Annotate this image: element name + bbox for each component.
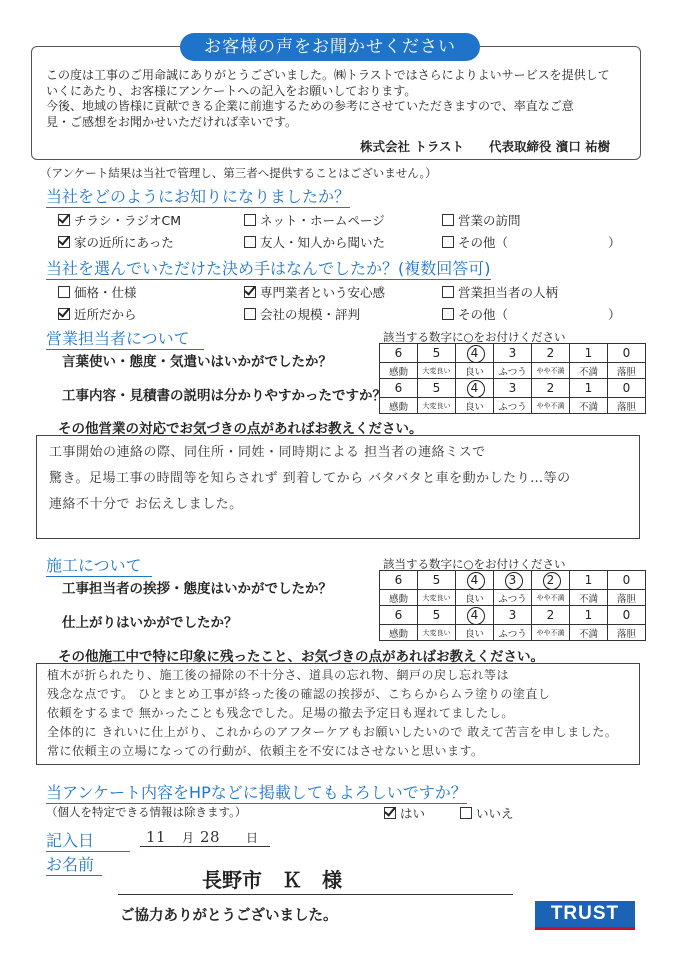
sales-comment	[37, 436, 639, 522]
privacy-note: （アンケート結果は当社で管理し、第三者へ提供することはございません。）	[40, 166, 437, 180]
q1-option[interactable]: 営業の訪問	[442, 211, 521, 229]
checkbox[interactable]	[460, 807, 472, 819]
month-unit: 月	[182, 831, 195, 845]
rating-label: やや不満	[532, 363, 570, 379]
sales-comment-prompt: その他営業の対応でお気づきの点があればお教えください。	[58, 421, 423, 437]
checkbox[interactable]	[442, 308, 454, 320]
q1-option[interactable]: その他（ ）	[442, 233, 621, 251]
comment-line: 連絡不十分で お伝えしました。	[49, 497, 243, 512]
q1-option[interactable]: チラシ・ラジオCM	[58, 211, 181, 229]
rating-label: 良い	[456, 398, 494, 414]
q2-option[interactable]: 専門業者という安心感	[244, 283, 385, 301]
rating-label: 不満	[570, 363, 608, 379]
rating-option[interactable]: 6	[380, 571, 418, 590]
checkbox[interactable]	[244, 236, 256, 248]
rating-option[interactable]: 2	[532, 344, 570, 363]
q1-option[interactable]: 友人・知人から聞いた	[244, 233, 385, 251]
rating-label: ふつう	[494, 363, 532, 379]
q-construction-finish: 仕上がりはいかがでしたか？	[62, 615, 238, 631]
q1-option[interactable]: 家の近所にあった	[58, 233, 174, 251]
comment-line: 工事開始の連絡の際、同住所・同姓・同時期による 担当者の連絡ミスで	[49, 445, 486, 460]
rating-label: 不満	[570, 625, 608, 641]
rating-option[interactable]: 4	[456, 571, 494, 590]
rating-scale-construction	[379, 570, 646, 641]
trust-logo: TRUST	[535, 901, 635, 927]
rating-option[interactable]: 3	[494, 571, 532, 590]
q-sales-explain: 工事内容・見積書の説明は分かりやすかったですか？	[62, 388, 386, 404]
rating-label: 落胆	[608, 398, 646, 414]
scale-rows	[380, 344, 646, 414]
rating-option[interactable]: 3	[494, 606, 532, 625]
day-unit: 日	[246, 831, 259, 845]
q-sales-manner: 言葉使い・態度・気遣いはいかがでしたか？	[62, 354, 332, 370]
comment-line: 植木が折られたり、施工後の掃除の不十分さ、道具の忘れ物、網戸の戻し忘れ等は	[47, 668, 510, 682]
checkbox[interactable]	[442, 214, 454, 226]
rating-label: 落胆	[608, 625, 646, 641]
intro-line: いくにあたり、お客様にアンケートへの記入をお願いしております。	[46, 83, 417, 98]
rating-option[interactable]: 0	[608, 379, 646, 398]
date-label: 記入日	[46, 828, 130, 852]
rating-option[interactable]: 5	[418, 606, 456, 625]
comment-line: 全体的に きれいに仕上がり、これからのアフターケアもお願いしたいので 敢えて苦言を申しました。	[47, 725, 618, 739]
rating-option[interactable]: 1	[570, 344, 608, 363]
comment-line: 驚き。足場工事の時間等を知らされず 到着してから バタバタと車を動かしたり…等の	[49, 471, 571, 486]
date-month: 11	[146, 828, 167, 846]
construction-comment-prompt: その他施工中で特に印象に残ったこと、お気づきの点があればお教えください。	[58, 649, 544, 665]
selected-circle	[505, 572, 523, 590]
logo-stripe	[535, 927, 635, 930]
rating-option[interactable]: 1	[570, 379, 608, 398]
rating-label: 感動	[380, 590, 418, 606]
rating-option[interactable]: 1	[570, 571, 608, 590]
hp-yes-option[interactable]: はい	[384, 804, 425, 822]
checkbox-checked[interactable]	[384, 807, 396, 819]
checkbox-checked[interactable]	[58, 236, 70, 248]
rating-option[interactable]: 6	[380, 606, 418, 625]
checkbox-checked[interactable]	[58, 308, 70, 320]
hp-note: （個人を特定できる情報は除きます。）	[46, 805, 247, 819]
scale-number-row	[380, 344, 646, 363]
q2-option[interactable]: 営業担当者の人柄	[442, 283, 558, 301]
rating-label: 良い	[456, 625, 494, 641]
sales-comment-box[interactable]	[36, 435, 640, 539]
rating-option[interactable]: 4	[456, 344, 494, 363]
scale-label-row	[380, 363, 646, 379]
rating-label: やや不満	[532, 625, 570, 641]
q2-option[interactable]: 価格・仕様	[58, 283, 137, 301]
rating-label: 大変良い	[418, 590, 456, 606]
rating-label: 落胆	[608, 590, 646, 606]
rating-label: 不満	[570, 590, 608, 606]
thanks-text: ご協力ありがとうございました。	[120, 908, 338, 924]
hp-heading: 当アンケート内容をHPなどに掲載してもよろしいですか？	[46, 780, 467, 804]
checkbox[interactable]	[442, 286, 454, 298]
sales-heading: 営業担当者について	[46, 326, 204, 350]
checkbox[interactable]	[244, 214, 256, 226]
rating-label: 大変良い	[418, 363, 456, 379]
rating-label: 感動	[380, 363, 418, 379]
rating-option[interactable]: 3	[494, 379, 532, 398]
rating-label: ふつう	[494, 398, 532, 414]
rating-label: やや不満	[532, 398, 570, 414]
rating-option[interactable]: 2	[532, 379, 570, 398]
q2-option[interactable]: 近所だから	[58, 305, 137, 323]
intro-line: 見・ご感想をお聞かせいただければ幸いです。	[46, 114, 298, 129]
construction-heading: 施工について	[46, 553, 152, 577]
q2-option[interactable]: その他（ ）	[442, 305, 621, 323]
construction-comment	[37, 664, 639, 763]
date-day: 28	[200, 828, 221, 846]
checkbox-checked[interactable]	[58, 214, 70, 226]
rating-option[interactable]: 5	[418, 379, 456, 398]
rating-option[interactable]: 6	[380, 344, 418, 363]
rating-option[interactable]: 4	[456, 379, 494, 398]
rating-label: 落胆	[608, 363, 646, 379]
scale-number-row	[380, 571, 646, 590]
intro-line: この度は工事のご用命誠にありがとうございました。㈱トラストではさらによりよいサービスを提供して	[46, 68, 610, 82]
scale-header: 該当する数字に○をお付けください	[383, 557, 566, 571]
scale-label-row	[380, 398, 646, 414]
selected-circle	[543, 572, 561, 590]
rating-option[interactable]: 0	[608, 344, 646, 363]
checkbox[interactable]	[58, 286, 70, 298]
rating-scale-sales	[379, 343, 646, 414]
rating-option[interactable]: 2	[532, 606, 570, 625]
q2-option[interactable]: 会社の規模・評判	[244, 305, 360, 323]
rating-option[interactable]: 2	[532, 571, 570, 590]
comment-line: 依頼をするまで 無かったことも残念でした。足場の撤去予定日も遅れてましたし。	[47, 706, 514, 720]
selected-circle	[467, 380, 485, 398]
rating-label: 感動	[380, 625, 418, 641]
company-signature: 株式会社 トラスト 代表取締役 濱口 祐樹	[360, 139, 611, 154]
rating-option[interactable]: 1	[570, 606, 608, 625]
rating-option[interactable]: 5	[418, 344, 456, 363]
rating-option[interactable]: 4	[456, 606, 494, 625]
name-label: お名前	[46, 852, 102, 876]
rating-label: ふつう	[494, 590, 532, 606]
intro-line: 今後、地域の皆様に貢献できる企業に前進するための参考にさせていただきますので、率直なご意	[46, 99, 574, 113]
checkbox[interactable]	[244, 308, 256, 320]
checkbox-checked[interactable]	[244, 286, 256, 298]
scale-label-row	[380, 625, 646, 641]
selected-circle	[467, 572, 485, 590]
scale-number-row	[380, 379, 646, 398]
date-field[interactable]	[140, 828, 270, 847]
rating-label: やや不満	[532, 590, 570, 606]
q1-heading: 当社をどのようにお知りになりましたか？	[46, 184, 350, 208]
rating-option[interactable]: 6	[380, 379, 418, 398]
selected-circle	[467, 607, 485, 625]
intro-text	[46, 68, 631, 130]
rating-label: ふつう	[494, 625, 532, 641]
rating-label: 良い	[456, 363, 494, 379]
q2-heading: 当社を選んでいただけた決め手はなんでしたか？(複数回答可)	[46, 256, 491, 280]
comment-line: 常に依頼主の立場になっての行動が、依頼主を不安にはさせないと思います。	[47, 744, 484, 758]
scale-rows	[380, 571, 646, 641]
rating-label: 大変良い	[418, 625, 456, 641]
rating-option[interactable]: 0	[608, 571, 646, 590]
scale-header: 該当する数字に○をお付けください	[383, 330, 566, 344]
survey-title: お客様の声をお聞かせください	[180, 33, 480, 61]
rating-option[interactable]: 3	[494, 344, 532, 363]
rating-label: 感動	[380, 398, 418, 414]
hp-no-option[interactable]: いいえ	[460, 804, 514, 822]
rating-label: 不満	[570, 398, 608, 414]
scale-label-row	[380, 590, 646, 606]
selected-circle	[467, 345, 485, 363]
rating-option[interactable]: 0	[608, 606, 646, 625]
q1-option[interactable]: ネット・ホームページ	[244, 211, 385, 229]
comment-line: 残念な点です。 ひとまとめ工事が終った後の確認の挨拶が、こちらからムラ塗りの塗直し	[47, 687, 551, 701]
scale-number-row	[380, 606, 646, 625]
rating-label: 大変良い	[418, 398, 456, 414]
construction-comment-box[interactable]	[36, 663, 640, 765]
checkbox[interactable]	[442, 236, 454, 248]
rating-option[interactable]: 5	[418, 571, 456, 590]
rating-label: 良い	[456, 590, 494, 606]
customer-name[interactable]: 長野市 Ｋ 様	[202, 868, 342, 892]
q-construction-greeting: 工事担当者の挨拶・態度はいかがでしたか？	[62, 581, 332, 597]
